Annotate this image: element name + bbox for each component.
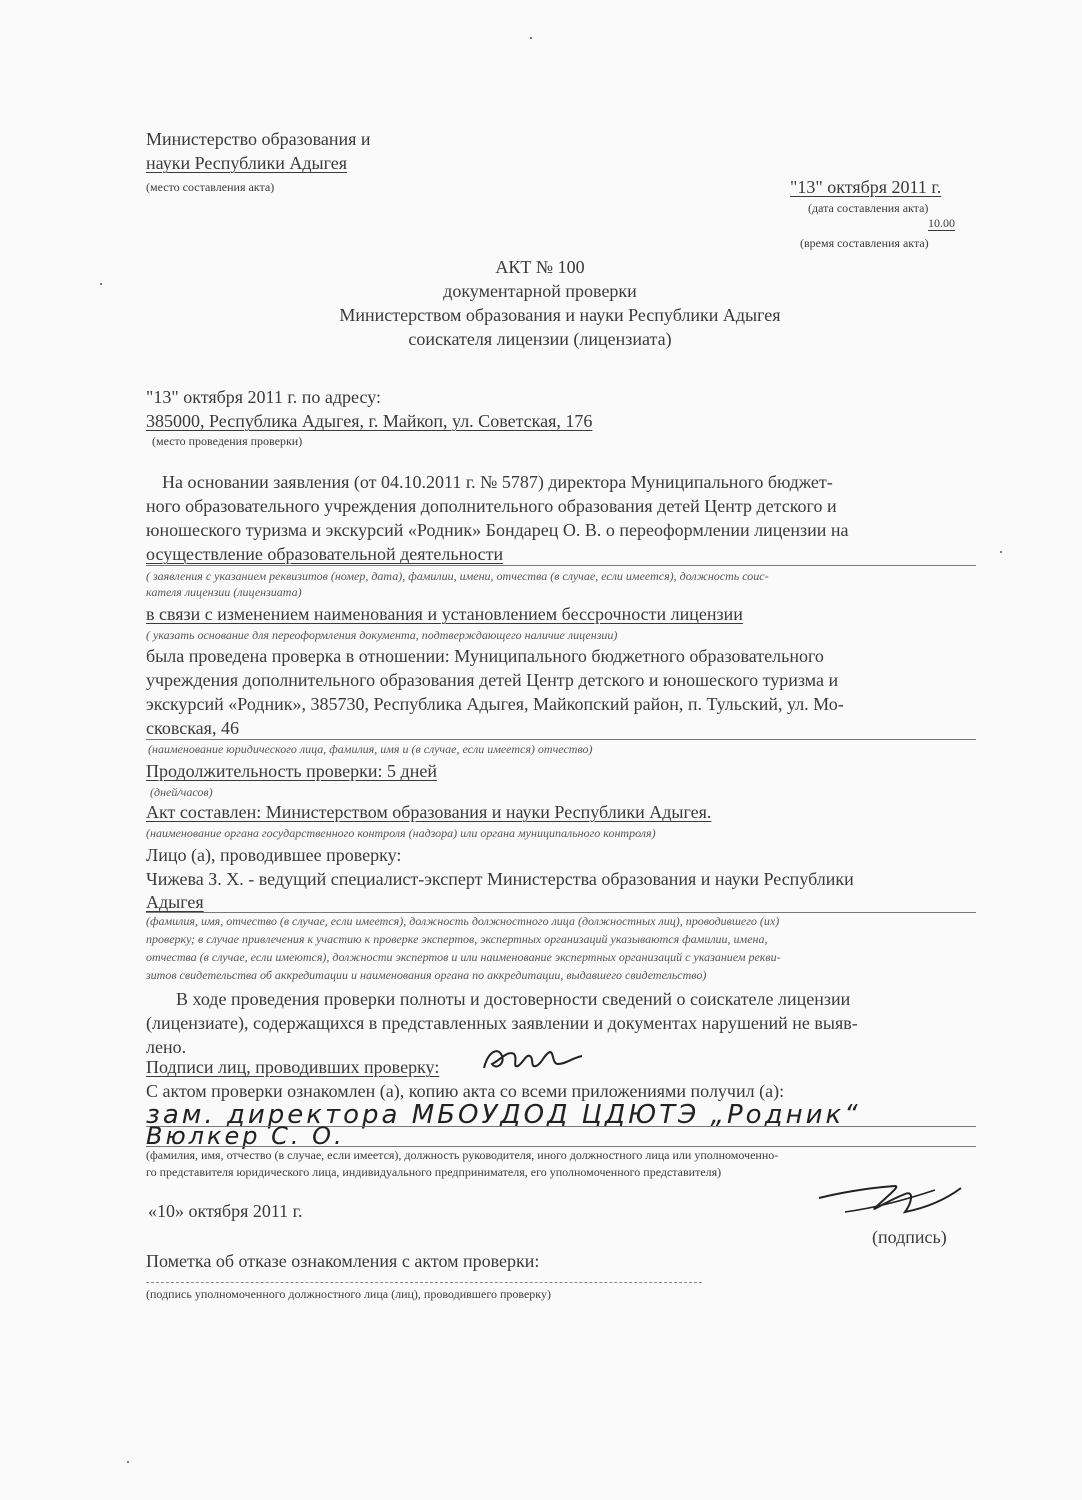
inspector-caption-2: проверку; в случае привлечения к участию к проверке экспертов, экспертных организаций указываются фамилии, имена,: [146, 932, 768, 946]
acquainted-caption-1: (фамилия, имя, отчество (в случае, если имеется), должность руководителя, иного должностного лица или уполномоченно-: [146, 1148, 779, 1162]
acquainted-caption-2: го представителя юридического лица, индивидуального предпринимателя, его уполномоченного представителя): [146, 1165, 722, 1179]
act-subtitle-3: соискателя лицензии (лицензиата): [408, 329, 672, 349]
duration-text: Продолжительность проверки: 5 дней: [146, 761, 437, 781]
basis-caption-2: кателя лицензии (лицензиата): [146, 585, 302, 599]
act-title: АКТ № 100: [495, 257, 585, 277]
act-date: "13" октября 2011 г.: [790, 177, 942, 197]
basis-caption-1: ( заявления с указанием реквизитов (номер, дата), фамилии, имени, отчества (в случае, если имеется), должность соис-: [146, 569, 769, 583]
inspector-signature: [478, 1040, 588, 1080]
subject-line-4: сковская, 46: [146, 718, 239, 738]
basis-line-3: юношеского туризма и экскурсий «Родник» Бондарец О. В. о переоформлении лицензии на: [146, 520, 849, 540]
handwritten-name: Вюлкер С. О.: [146, 1122, 345, 1150]
inspection-address-caption: (место проведения проверки): [152, 434, 303, 448]
subject-caption: (наименование юридического лица, фамилия, имя и (в случае, если имеется) отчество): [148, 742, 593, 756]
basis-line-4: осуществление образовательной деятельности: [146, 544, 504, 564]
result-line-3: лено.: [146, 1037, 187, 1057]
inspector-caption-4: зитов свидетельства об аккредитации и наименования органа по аккредитации, выдавшего свидетельство): [146, 968, 707, 982]
scan-speck: [100, 283, 102, 285]
acquainted-date: «10» октября 2011 г.: [148, 1201, 303, 1221]
scan-speck: [1000, 551, 1002, 553]
refusal-label: Пометка об отказе ознакомления с актом проверки:: [146, 1251, 540, 1271]
handwritten-position: зам. директора МБОУДОД ЦДЮТЭ „Родник“: [146, 1100, 861, 1130]
subject-line-3: экскурсий «Родник», 385730, Республика Адыгея, Майкопский район, п. Тульский, ул. Мо-: [146, 694, 844, 714]
basis-line-1: На основании заявления (от 04.10.2011 г. № 5787) директора Муниципального бюджет-: [162, 472, 833, 492]
refusal-line: [146, 1282, 702, 1283]
subject-line-2: учреждения дополнительного образования детей Центр детского и юношеского туризма и: [146, 670, 839, 690]
scan-speck: [530, 37, 532, 39]
inspector-line-2: Адыгея: [146, 892, 204, 912]
result-line-1: В ходе проведения проверки полноты и достоверности сведений о соискателе лицензии: [176, 989, 851, 1009]
inspector-label: Лицо (а), проводившее проверку:: [146, 845, 402, 865]
basis-line-2: ного образовательного учреждения дополнительного образования детей Центр детского и: [146, 496, 837, 516]
duration-caption: (дней/часов): [150, 785, 213, 799]
inspector-line-1: Чижева З. Х. - ведущий специалист-эксперт Министерства образования и науки Республики: [146, 869, 854, 889]
act-time-caption: (время составления акта): [800, 236, 929, 250]
inspection-address: 385000, Республика Адыгея, г. Майкоп, ул. Советская, 176: [146, 411, 593, 431]
act-time: 10.00: [928, 216, 955, 230]
act-subtitle-2: Министерством образования и науки Республики Адыгея: [339, 305, 781, 325]
place-caption: (место составления акта): [146, 180, 275, 194]
place-line-2: науки Республики Адыгея: [146, 153, 348, 173]
compiled-text: Акт составлен: Министерством образования и науки Республики Адыгея.: [146, 802, 712, 822]
basis-underline: [146, 565, 976, 566]
act-date-caption: (дата составления акта): [808, 201, 929, 215]
subject-line-1: была проведена проверка в отношении: Муниципального бюджетного образовательного: [146, 646, 824, 666]
acquainted-text: С актом проверки ознакомлен (а), копию акта со всеми приложениями получил (а):: [146, 1081, 785, 1101]
scan-speck: [127, 1461, 129, 1463]
inspection-date-address: "13" октября 2011 г. по адресу:: [146, 387, 381, 407]
reason-caption: ( указать основание для переоформления документа, подтверждающего наличие лицензии): [146, 628, 618, 642]
inspector-underline: [146, 912, 976, 913]
subject-underline: [146, 739, 976, 740]
recipient-signature: [815, 1178, 965, 1228]
refusal-caption: (подпись уполномоченного должностного лица (лиц), проводившего проверку): [146, 1287, 551, 1301]
inspector-caption-1: (фамилия, имя, отчество (в случае, если имеется), должность должностного лица (должностных лиц), проводившего (их): [146, 914, 780, 928]
signature-caption: (подпись): [872, 1227, 947, 1247]
handwritten-underline-2: [146, 1146, 976, 1147]
compiled-caption: (наименование органа государственного контроля (надзора) или органа муниципального контроля): [146, 826, 656, 840]
inspector-caption-3: отчества (в случае, если имеются), должности экспертов и или наименование экспертных организаций с указанием рекви-: [146, 950, 781, 964]
result-line-2: (лицензиате), содержащихся в представленных заявлении и документах нарушений не выяв-: [146, 1013, 858, 1033]
reason-text: в связи с изменением наименования и установлением бессрочности лицензии: [146, 604, 743, 624]
act-subtitle-1: документарной проверки: [443, 281, 637, 301]
place-line-1: Министерство образования и: [146, 129, 371, 149]
inspectors-signature-label: Подписи лиц, проводивших проверку:: [146, 1057, 440, 1077]
